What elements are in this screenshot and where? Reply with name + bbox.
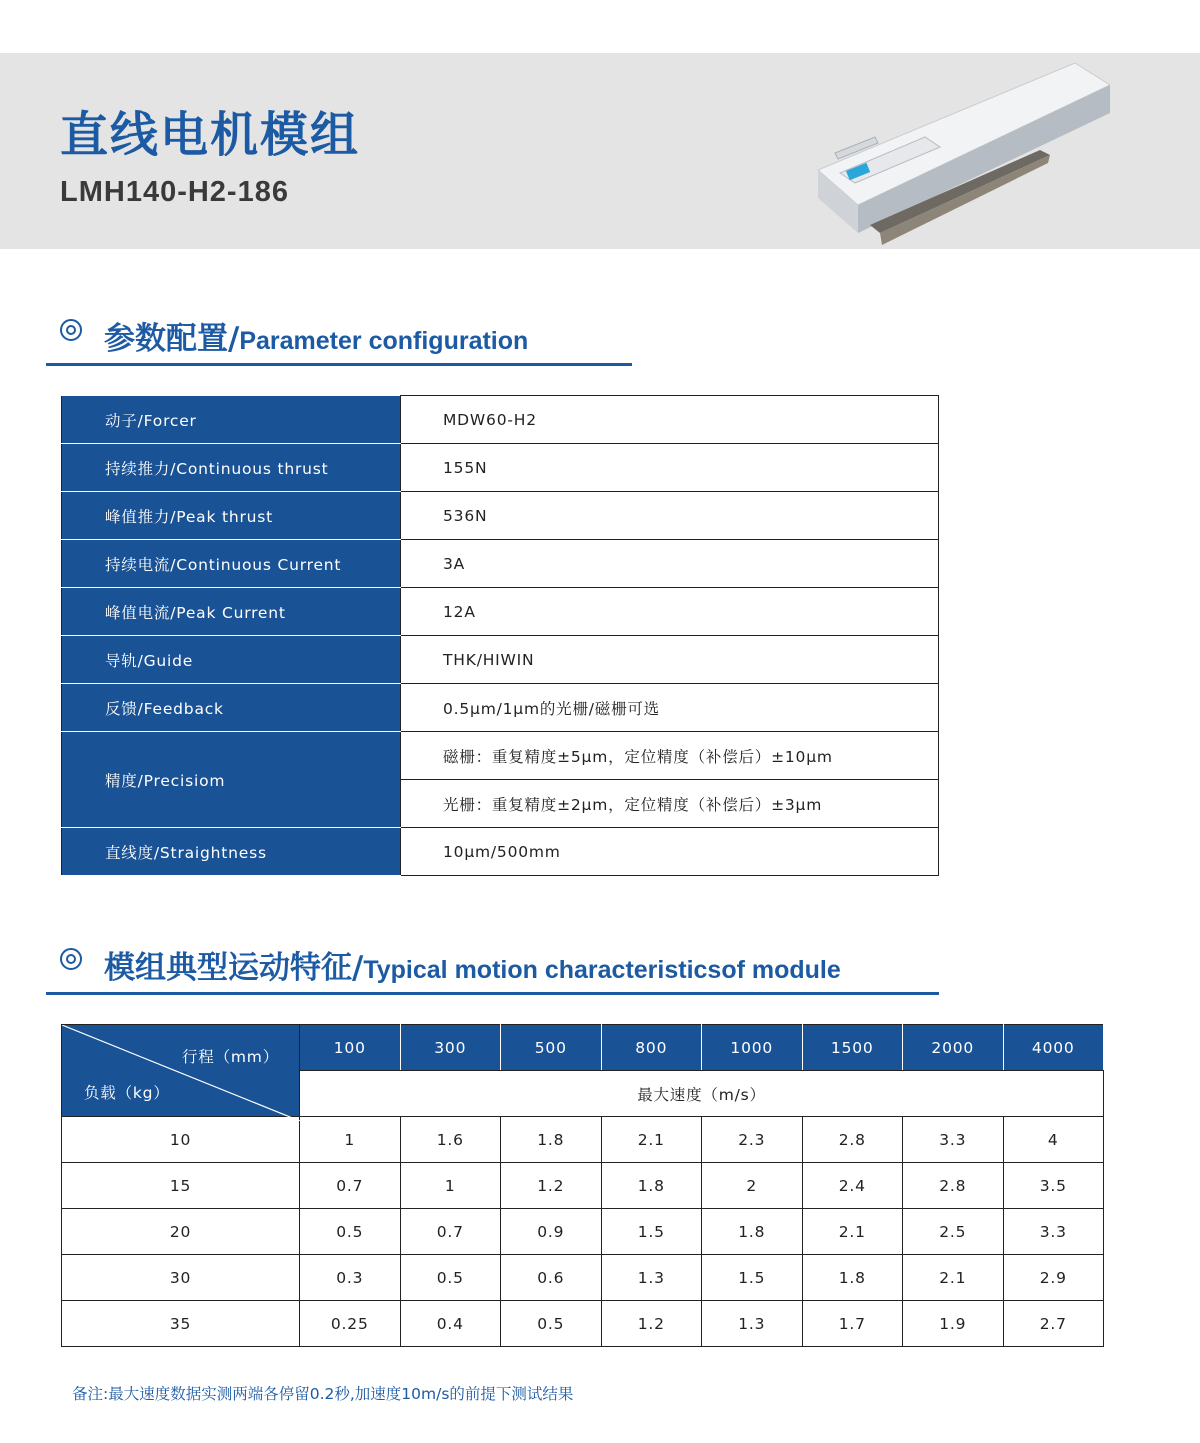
speed-cell: 1.8 [702, 1209, 803, 1255]
diagonal-line [62, 1025, 300, 1121]
target-circle-icon [60, 319, 82, 341]
load-cell: 20 [62, 1209, 300, 1255]
table-row [62, 1163, 1104, 1209]
param-value: 12A [401, 588, 939, 636]
table-row [62, 444, 939, 492]
footnote: 备注:最大速度数据实测两端各停留0.2秒,加速度10m/s的前提下测试结果 [72, 1385, 574, 1403]
speed-cell: 2.5 [903, 1209, 1004, 1255]
param-key: 反馈/Feedback [62, 684, 401, 732]
speed-cell: 2.4 [802, 1163, 903, 1209]
param-key: 精度/Precisiom [62, 732, 401, 828]
speed-cell: 2.9 [1003, 1255, 1104, 1301]
speed-cell: 2.1 [903, 1255, 1004, 1301]
table-corner-header [62, 1025, 300, 1117]
param-key: 动子/Forcer [62, 396, 401, 444]
param-value: 0.5μm/1μm的光栅/磁栅可选 [401, 684, 939, 732]
speed-cell: 1.3 [601, 1255, 702, 1301]
param-key: 持续电流/Continuous Current [62, 540, 401, 588]
stroke-header: 300 [400, 1025, 501, 1071]
param-key: 峰值推力/Peak thrust [62, 492, 401, 540]
section-title-en: Parameter configuration [239, 327, 529, 355]
speed-cell: 1.8 [501, 1117, 602, 1163]
speed-cell: 0.5 [300, 1209, 401, 1255]
load-cell: 15 [62, 1163, 300, 1209]
section-title-en: Typical motion characteristicsof module [363, 956, 841, 984]
speed-cell: 1.7 [802, 1301, 903, 1347]
table-row [62, 1117, 1104, 1163]
speed-cell: 0.5 [400, 1255, 501, 1301]
max-speed-label: 最大速度（m/s） [300, 1071, 1104, 1117]
speed-cell: 1.2 [601, 1301, 702, 1347]
table-row [62, 540, 939, 588]
speed-cell: 1.3 [702, 1301, 803, 1347]
param-key: 直线度/Straightness [62, 828, 401, 876]
param-value: 155N [401, 444, 939, 492]
speed-cell: 1.5 [702, 1255, 803, 1301]
table-row [62, 828, 939, 876]
speed-cell: 1 [400, 1163, 501, 1209]
speed-cell: 0.5 [501, 1301, 602, 1347]
speed-cell: 4 [1003, 1117, 1104, 1163]
speed-cell: 1.9 [903, 1301, 1004, 1347]
param-value: 3A [401, 540, 939, 588]
speed-cell: 2.1 [802, 1209, 903, 1255]
stroke-header: 500 [501, 1025, 602, 1071]
parameter-table [61, 395, 939, 876]
model-number: LMH140-H2-186 [60, 176, 289, 208]
section-divider [46, 363, 632, 366]
table-row [62, 732, 939, 780]
speed-cell: 3.3 [903, 1117, 1004, 1163]
speed-cell: 1.8 [601, 1163, 702, 1209]
load-cell: 35 [62, 1301, 300, 1347]
param-value: THK/HIWIN [401, 636, 939, 684]
param-value: 磁栅：重复精度±5μm，定位精度（补偿后）±10μm [401, 732, 939, 780]
target-circle-icon [60, 948, 82, 970]
param-value: 10μm/500mm [401, 828, 939, 876]
speed-cell: 1.8 [802, 1255, 903, 1301]
speed-cell: 3.5 [1003, 1163, 1104, 1209]
stroke-header: 4000 [1003, 1025, 1104, 1071]
load-cell: 30 [62, 1255, 300, 1301]
speed-cell: 2.3 [702, 1117, 803, 1163]
speed-cell: 0.7 [300, 1163, 401, 1209]
table-row [62, 588, 939, 636]
speed-cell: 0.6 [501, 1255, 602, 1301]
speed-cell: 2.7 [1003, 1301, 1104, 1347]
speed-cell: 1.5 [601, 1209, 702, 1255]
param-key: 峰值电流/Peak Current [62, 588, 401, 636]
section-title-zh: 参数配置/ [104, 321, 240, 357]
product-image [810, 55, 1110, 250]
section-divider [46, 992, 939, 995]
table-row [62, 1255, 1104, 1301]
param-key: 持续推力/Continuous thrust [62, 444, 401, 492]
speed-cell: 0.7 [400, 1209, 501, 1255]
speed-cell: 2 [702, 1163, 803, 1209]
speed-cell: 2.1 [601, 1117, 702, 1163]
stroke-header: 1500 [802, 1025, 903, 1071]
speed-cell: 0.25 [300, 1301, 401, 1347]
travel-label: 行程（mm） [182, 1048, 279, 1066]
speed-cell: 3.3 [1003, 1209, 1104, 1255]
speed-cell: 0.9 [501, 1209, 602, 1255]
load-cell: 10 [62, 1117, 300, 1163]
param-key: 导轨/Guide [62, 636, 401, 684]
table-row [62, 1301, 1104, 1347]
table-row [62, 684, 939, 732]
page-title: 直线电机模组 [60, 107, 361, 163]
table-row [62, 636, 939, 684]
param-value: 536N [401, 492, 939, 540]
speed-cell: 0.3 [300, 1255, 401, 1301]
table-row [62, 1209, 1104, 1255]
speed-cell: 2.8 [903, 1163, 1004, 1209]
param-value: 光栅：重复精度±2μm，定位精度（补偿后）±3μm [401, 780, 939, 828]
speed-cell: 1.2 [501, 1163, 602, 1209]
stroke-header: 100 [300, 1025, 401, 1071]
table-row [62, 396, 939, 444]
section-title-zh: 模组典型运动特征/ [104, 950, 364, 986]
param-value: MDW60-H2 [401, 396, 939, 444]
speed-cell: 1.6 [400, 1117, 501, 1163]
speed-cell: 1 [300, 1117, 401, 1163]
table-row [62, 492, 939, 540]
stroke-header: 2000 [903, 1025, 1004, 1071]
stroke-header: 800 [601, 1025, 702, 1071]
motion-table [61, 1024, 1104, 1347]
load-label: 负载（kg） [84, 1084, 170, 1102]
speed-cell: 0.4 [400, 1301, 501, 1347]
stroke-header: 1000 [702, 1025, 803, 1071]
speed-cell: 2.8 [802, 1117, 903, 1163]
